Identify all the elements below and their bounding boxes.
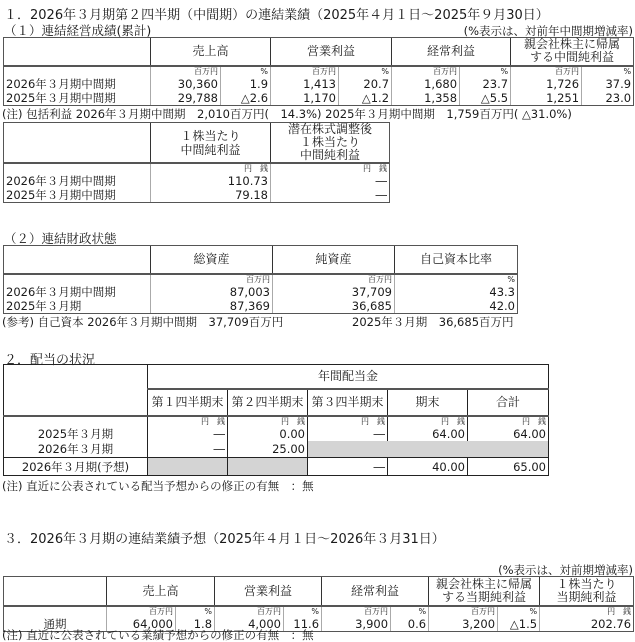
cell-net-assets: 36,685 — [273, 299, 395, 314]
eps-table — [3, 122, 390, 203]
row-label: 2026年３月期(予想) — [4, 458, 148, 476]
cell-eps: 202.76 — [540, 617, 634, 632]
cell-q3-shaded — [308, 441, 388, 458]
cell-sales-pct: 1.9 — [221, 77, 271, 91]
table-row — [4, 188, 390, 203]
unit-pct: % — [176, 606, 215, 617]
unit-million-yen: 百万円 — [322, 606, 391, 617]
unit-yen-sen: 円 銭 — [148, 416, 228, 427]
header-net-income-l2: する当期純利益 — [442, 589, 527, 604]
cell-ord-pct: 0.6 — [391, 617, 429, 632]
forecast-table — [3, 576, 634, 632]
cell-op-pct: △1.2 — [339, 91, 392, 106]
unit-yen-sen: 円 銭 — [468, 416, 549, 427]
header-empty — [4, 38, 151, 66]
row-label: 2025年３月期 — [4, 299, 151, 314]
header-equity-ratio: 自己資本比率 — [395, 246, 518, 274]
unit-pct: % — [395, 274, 518, 285]
cell-ord: 1,680 — [392, 77, 460, 91]
cell-net-pct: 23.0 — [582, 91, 634, 106]
cell-year-end: 64.00 — [388, 427, 468, 441]
header-annual-dividend: 年間配当金 — [148, 365, 549, 389]
cell-diluted-eps: ― — [271, 188, 390, 203]
cell-sales: 30,360 — [151, 77, 221, 91]
unit-yen-sen: 円 銭 — [271, 163, 390, 174]
header-eps-l1: １株当たり — [180, 128, 241, 143]
cell-q3: ― — [308, 458, 388, 476]
cell-eps: 110.73 — [151, 174, 271, 188]
header-total: 合計 — [468, 389, 549, 416]
section1-title: １．2026年３月期第２四半期（中間期）の連結業績（2025年４月１日～2025年９月30日） — [4, 8, 549, 23]
unit-million-yen: 百万円 — [392, 66, 460, 77]
row-label: 2026年３月期中間期 — [4, 174, 151, 188]
cell-q2: 25.00 — [228, 441, 308, 458]
sub1-title: （１）連結経営成績(累計) — [4, 23, 152, 38]
row-label: 2026年３月期中間期 — [4, 285, 151, 299]
header-year-end: 期末 — [388, 389, 468, 416]
table-row — [4, 458, 549, 476]
table-row — [4, 174, 390, 188]
header-eps-l1: １株当たり — [556, 576, 617, 591]
header-ordinary-income: 経常利益 — [392, 38, 511, 66]
unit-yen-sen: 円 銭 — [388, 416, 468, 427]
cell-total: 65.00 — [468, 458, 549, 476]
cell-net-assets: 37,709 — [273, 285, 395, 299]
unit-yen-sen: 円 銭 — [228, 416, 308, 427]
table-row — [4, 285, 518, 299]
header-net-income-l1: 親会社株主に帰属 — [524, 37, 621, 52]
unit-pct: % — [460, 66, 511, 77]
table-row — [4, 441, 549, 458]
cell-op: 1,413 — [271, 77, 339, 91]
cell-q2-shaded — [228, 458, 308, 476]
header-operating-income: 営業利益 — [215, 577, 322, 606]
header-ordinary-income: 経常利益 — [322, 577, 429, 606]
row-label: 2025年３月期中間期 — [4, 91, 151, 106]
dividend-note: (注) 直近に公表されている配当予想からの修正の有無 ：無 — [2, 479, 314, 493]
cell-q3: ― — [308, 427, 388, 441]
cell-net-pct: △1.5 — [498, 617, 540, 632]
unit-million-yen: 百万円 — [107, 606, 176, 617]
header-net-income-l2: する中間純利益 — [530, 50, 615, 65]
comprehensive-income-note: (注) 包括利益 2026年３月期中間期 2,010百万円( 14.3%) 2025年３月期中間期 1,759百万円( △31.0%) — [2, 107, 572, 121]
cell-sales: 29,788 — [151, 91, 221, 106]
header-eps-l2: 中間純利益 — [180, 142, 241, 157]
header-q2: 第２四半期末 — [228, 389, 308, 416]
header-diluted-eps — [271, 123, 390, 164]
equity-note-right: 2025年３月期 36,685百万円 — [352, 315, 514, 329]
row-label: 2025年３月期 — [4, 427, 148, 441]
cell-year-end: 40.00 — [388, 458, 468, 476]
header-sales: 売上高 — [151, 38, 271, 66]
header-net-income — [511, 38, 634, 66]
row-label: 通期 — [4, 617, 107, 632]
cell-net: 1,726 — [511, 77, 582, 91]
header-diluted-l3: 中間純利益 — [299, 148, 360, 162]
unit-yen-sen: 円 銭 — [540, 606, 634, 617]
header-operating-income: 営業利益 — [271, 38, 392, 66]
cell-total: 64.00 — [468, 427, 549, 441]
unit-million-yen: 百万円 — [271, 66, 339, 77]
table-row — [4, 427, 549, 441]
cell-net: 1,251 — [511, 91, 582, 106]
unit-million-yen: 百万円 — [151, 66, 221, 77]
unit-pct: % — [391, 606, 429, 617]
header-diluted-l1: 潜在株式調整後 — [287, 122, 372, 136]
unit-pct: % — [498, 606, 540, 617]
cell-q2: 0.00 — [228, 427, 308, 441]
unit-pct: % — [221, 66, 271, 77]
section3-title: ３．2026年３月期の連結業績予想（2025年４月１日～2026年３月31日） — [4, 532, 445, 547]
header-eps-l2: 当期純利益 — [556, 589, 617, 604]
row-label: 2026年３月期 — [4, 441, 148, 458]
cell-sales: 64,000 — [107, 617, 176, 632]
equity-note-left: (参考) 自己資本 2026年３月期中間期 37,709百万円 — [2, 315, 284, 329]
forecast-note: (注) 直近に公表されている業績予想からの修正の有無 ：無 — [2, 628, 314, 642]
cell-op: 4,000 — [215, 617, 284, 632]
header-sales: 売上高 — [107, 577, 215, 606]
cell-op-pct: 20.7 — [339, 77, 392, 91]
cell-ord: 3,900 — [322, 617, 391, 632]
forecast-pct-note: (%表示は、対前期増減率) — [498, 563, 633, 577]
cell-ord-pct: 23.7 — [460, 77, 511, 91]
header-q1: 第１四半期末 — [148, 389, 228, 416]
header-eps — [151, 123, 271, 164]
sub2-title: （２）連結財政状態 — [4, 231, 117, 246]
cell-ord: 1,358 — [392, 91, 460, 106]
unit-million-yen: 百万円 — [215, 606, 284, 617]
unit-pct: % — [582, 66, 634, 77]
unit-yen-sen: 円 銭 — [151, 163, 271, 174]
table-row — [4, 91, 634, 106]
header-net-assets: 純資産 — [273, 246, 395, 274]
cell-sales-pct: 1.8 — [176, 617, 215, 632]
cell-op-pct: 11.6 — [284, 617, 322, 632]
header-total-assets: 総資産 — [151, 246, 273, 274]
cell-eps: 79.18 — [151, 188, 271, 203]
cell-q1: ― — [148, 441, 228, 458]
unit-pct: % — [339, 66, 392, 77]
cell-q1-shaded — [148, 458, 228, 476]
header-diluted-l2: １株当たり — [299, 135, 360, 149]
header-q3: 第３四半期末 — [308, 389, 388, 416]
row-label: 2026年３月期中間期 — [4, 77, 151, 91]
row-label: 2025年３月期中間期 — [4, 188, 151, 203]
cell-year-end-shaded — [388, 441, 468, 458]
table-row — [4, 299, 518, 314]
cell-net-pct: 37.9 — [582, 77, 634, 91]
results-table — [3, 37, 634, 106]
cell-ord-pct: △5.5 — [460, 91, 511, 106]
unit-pct: % — [284, 606, 322, 617]
table-row — [4, 77, 634, 91]
cell-equity-ratio: 42.0 — [395, 299, 518, 314]
dividend-table — [3, 364, 549, 476]
unit-million-yen: 百万円 — [511, 66, 582, 77]
cell-net: 3,200 — [429, 617, 498, 632]
header-eps — [540, 577, 634, 606]
header-net-income — [429, 577, 540, 606]
unit-million-yen: 百万円 — [429, 606, 498, 617]
header-net-income-l1: 親会社株主に帰属 — [436, 576, 533, 591]
position-table — [3, 245, 518, 314]
cell-q1: ― — [148, 427, 228, 441]
unit-million-yen: 百万円 — [151, 274, 273, 285]
cell-sales-pct: △2.6 — [221, 91, 271, 106]
cell-op: 1,170 — [271, 91, 339, 106]
pct-note: (%表示は、対前年中間期増減率) — [463, 24, 633, 38]
section2-title: ２．配当の状況 — [4, 353, 96, 368]
cell-equity-ratio: 43.3 — [395, 285, 518, 299]
cell-diluted-eps: ― — [271, 174, 390, 188]
unit-yen-sen: 円 銭 — [308, 416, 388, 427]
cell-total-assets: 87,003 — [151, 285, 273, 299]
unit-million-yen: 百万円 — [273, 274, 395, 285]
cell-total-shaded — [468, 441, 549, 458]
cell-total-assets: 87,369 — [151, 299, 273, 314]
